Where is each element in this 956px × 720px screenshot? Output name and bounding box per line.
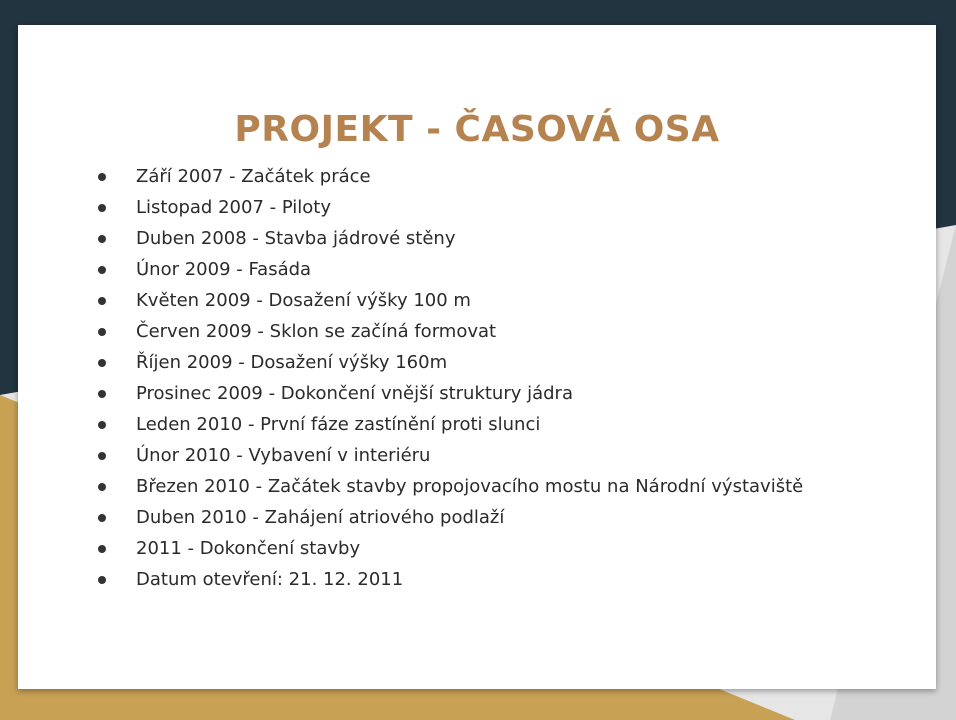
timeline-item (94, 254, 914, 285)
timeline-item (94, 378, 914, 409)
timeline-item-text: Prosinec 2009 - Dokončení vnější struktury jádra (136, 383, 573, 404)
bullet-icon (98, 359, 106, 367)
bullet-icon (98, 576, 106, 584)
bullet-icon (98, 204, 106, 212)
bullet-icon (98, 483, 106, 491)
timeline-item-text: Duben 2008 - Stavba jádrové stěny (136, 228, 456, 249)
timeline-item-text: Červen 2009 - Sklon se začíná formovat (136, 321, 497, 342)
timeline-item-text: Březen 2010 - Začátek stavby propojovacího mostu na Národní výstaviště (136, 476, 804, 497)
bullet-icon (98, 545, 106, 553)
timeline-item-text: Duben 2010 - Zahájení atriového podlaží (136, 507, 505, 528)
timeline-item (94, 502, 914, 533)
bullet-icon (98, 328, 106, 336)
timeline-item-text: Říjen 2009 - Dosažení výšky 160m (136, 352, 448, 373)
timeline-item (94, 161, 914, 192)
bullet-icon (98, 266, 106, 274)
timeline-item (94, 564, 914, 595)
timeline-item-text: Únor 2010 - Vybavení v interiéru (136, 445, 431, 466)
timeline-item-text: Listopad 2007 - Piloty (136, 197, 332, 218)
timeline-item (94, 285, 914, 316)
timeline-item-text: 2011 - Dokončení stavby (136, 538, 361, 559)
timeline-item-text: Únor 2009 - Fasáda (136, 259, 312, 280)
slide-card (18, 25, 936, 689)
timeline-item (94, 409, 914, 440)
timeline-item (94, 347, 914, 378)
slide-title: PROJEKT - ČASOVÁ OSA (234, 109, 720, 150)
bullet-icon (98, 173, 106, 181)
timeline-item (94, 471, 914, 502)
bullet-icon (98, 452, 106, 460)
timeline-item-text: Září 2007 - Začátek práce (136, 166, 371, 187)
bullet-icon (98, 390, 106, 398)
timeline-item (94, 440, 914, 471)
bullet-icon (98, 297, 106, 305)
bullet-icon (98, 235, 106, 243)
timeline-item-text: Květen 2009 - Dosažení výšky 100 m (136, 290, 471, 311)
timeline-list (94, 161, 914, 595)
timeline-item (94, 316, 914, 347)
timeline-item (94, 192, 914, 223)
timeline-item (94, 533, 914, 564)
bullet-icon (98, 421, 106, 429)
bullet-icon (98, 514, 106, 522)
timeline-item-text: Leden 2010 - První fáze zastínění proti slunci (136, 414, 541, 435)
timeline-item-text: Datum otevření: 21. 12. 2011 (136, 569, 404, 590)
timeline-item (94, 223, 914, 254)
